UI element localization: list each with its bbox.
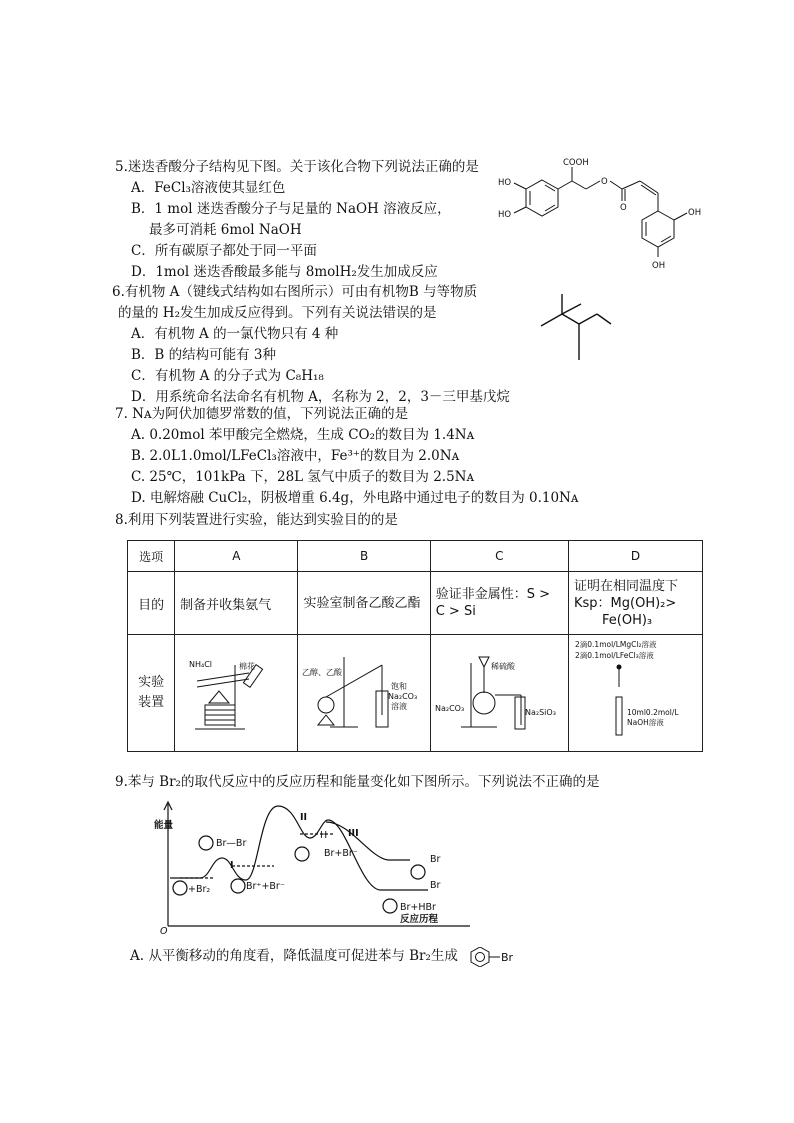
reagent-label: 乙醇、乙酸 xyxy=(302,668,343,677)
ksp-apparatus xyxy=(569,635,702,747)
h-label: H xyxy=(320,830,328,841)
bromobenzene-hbr-label: Br+HBr xyxy=(400,902,436,913)
table-header-option: 选项 xyxy=(128,541,175,572)
q6-stem-1: 6.有机物 A（键线式结构如右图所示）可由有机物B 与等物质 xyxy=(112,284,478,300)
ts-3-label: III xyxy=(348,828,359,839)
q5-option-b-cont: 最多可消耗 6mol NaOH xyxy=(149,222,302,238)
q5-option-c: C．所有碳原子都处于同一平面 xyxy=(131,243,317,259)
cotton-label: 棉花 xyxy=(239,662,256,671)
apparatus-b xyxy=(298,635,430,752)
purpose-d-line-3: Fe(OH)₃ xyxy=(602,612,653,628)
question-9 xyxy=(115,772,599,793)
q7-option-d: D. 电解熔融 CuCl₂，阴极增重 6.4g，外电路中通过电子的数目为 0.10Nᴀ xyxy=(131,490,579,506)
q9-option-a-text: A. 从平衡移动的角度看，降低温度可促进苯与 Br₂生成 xyxy=(130,948,458,964)
apparatus-c xyxy=(430,635,568,752)
bromobenzene-br-label: Br xyxy=(501,950,514,964)
ts-1-label: I xyxy=(230,860,234,871)
q7-stem: 7. Nᴀ为阿伏加德罗常数的值，下列说法正确的是 xyxy=(115,406,409,422)
solution-label: 溶液 xyxy=(391,702,408,711)
nonmetal-apparatus xyxy=(431,635,559,747)
ammonia-apparatus xyxy=(175,635,288,747)
table-header-b: B xyxy=(298,541,430,572)
question-7 xyxy=(115,404,579,509)
question-6 xyxy=(112,282,510,408)
benzene-br2-label: +Br₂ xyxy=(188,884,211,895)
q6-option-b: B．B 的结构可能有 3种 xyxy=(131,347,277,363)
organic-a-skeletal-structure xyxy=(535,292,615,372)
bromobenzene-icon xyxy=(462,947,522,967)
purpose-a: 制备并收集氨气 xyxy=(175,572,298,635)
addition-br-label-2: Br xyxy=(430,880,441,891)
q5-stem: 5.迷迭香酸分子结构见下图。关于该化合物下列说法正确的是 xyxy=(115,159,479,175)
q6-stem-2: 的量的 H₂发生加成反应得到。下列有关说法错误的是 xyxy=(118,305,437,321)
q5-option-b: B．1 mol 迷迭香酸分子与足量的 NaOH 溶液反应， xyxy=(131,201,451,217)
ester-o-label: O xyxy=(601,177,608,187)
table-header-a: A xyxy=(175,541,298,572)
reaction-axis-label: 反应历程 xyxy=(400,914,439,925)
na2co3-c-label: Na₂CO₃ xyxy=(434,704,464,713)
mgcl2-label: 2滴0.1mol/LMgCl₂溶液 xyxy=(575,640,657,649)
addition-br-label-1: Br xyxy=(430,854,441,865)
question-5 xyxy=(115,157,479,283)
purpose-b: 实验室制备乙酸乙酯 xyxy=(298,572,430,635)
table-header-c: C xyxy=(430,541,568,572)
saturated-label: 饱和 xyxy=(391,682,408,691)
q8-stem: 8.利用下列装置进行实验，能达到实验目的的是 xyxy=(115,512,398,528)
sigma-complex-label: Br+Br⁻ xyxy=(324,848,358,859)
oh-label-1: OH xyxy=(688,208,702,218)
purpose-c: 验证非金属性：S > C > Si xyxy=(430,572,568,635)
q7-option-a: A. 0.20mol 苯甲酸完全燃烧，生成 CO₂的数目为 1.4Nᴀ xyxy=(131,427,475,443)
naoh-solution-label: NaOH溶液 xyxy=(627,718,664,727)
q6-option-a: A．有机物 A 的一氯代物只有 4 种 xyxy=(131,326,339,342)
q5-option-d: D．1mol 迷迭香酸最多能与 8molH₂发生加成反应 xyxy=(131,264,438,280)
ts-2-label: II xyxy=(300,812,308,823)
question-8 xyxy=(115,510,398,531)
energy-axis-label: 能量 xyxy=(154,820,174,831)
fecl3-label: 2滴0.1mol/LFeCl₃溶液 xyxy=(575,651,654,660)
purpose-d-line-2: Ksp：Mg(OH)₂> xyxy=(574,595,677,611)
q7-option-b: B. 2.0L1.0mol/LFeCl₃溶液中，Fe³⁺的数目为 2.0Nᴀ xyxy=(131,448,460,464)
cooh-label: COOH xyxy=(563,158,589,168)
q9-stem: 9.苯与 Br₂的取代反应中的反应历程和能量变化如下图所示。下列说法不正确的是 xyxy=(115,774,600,790)
ho-label-1: HO xyxy=(498,178,512,188)
na2sio3-label: Na₂SiO₃ xyxy=(524,708,556,717)
row-apparatus-label: 实验装置 xyxy=(128,635,175,752)
origin-label: O xyxy=(160,926,168,936)
oh-label-2: OH xyxy=(652,261,666,271)
complex-label: Br—Br xyxy=(216,838,247,849)
q5-option-a: A．FeCl₃溶液使其显红色 xyxy=(131,180,286,196)
ester-apparatus xyxy=(298,635,420,747)
purpose-d xyxy=(569,572,703,635)
q9-option-a xyxy=(130,944,522,967)
q6-option-d: D．用系统命名法命名有机物 A，名称为 2，2，3－三甲基戊烷 xyxy=(131,389,510,405)
naoh-conc-label: 10ml0.2mol/L xyxy=(627,708,679,717)
table-header-d: D xyxy=(569,541,703,572)
apparatus-d xyxy=(569,635,703,752)
bromonium-label: Br⁺+Br⁻ xyxy=(246,881,285,892)
rosmarinic-acid-structure xyxy=(490,155,720,280)
row-purpose-label: 目的 xyxy=(128,572,175,635)
carbonyl-o-label: O xyxy=(620,203,627,213)
purpose-d-line-1: 证明在相同温度下 xyxy=(574,578,679,594)
q6-option-c: C．有机物 A 的分子式为 C₈H₁₈ xyxy=(131,368,324,384)
experiment-table xyxy=(127,540,703,752)
acid-label: 稀硫酸 xyxy=(490,662,515,671)
na2co3-label: Na₂CO₃ xyxy=(388,692,418,701)
q7-option-c: C. 25℃，101kPa 下，28L 氢气中质子的数目为 2.5Nᴀ xyxy=(131,469,475,485)
ho-label-2: HO xyxy=(498,210,512,220)
energy-profile-diagram xyxy=(150,798,490,936)
apparatus-a xyxy=(175,635,298,752)
nh4cl-label: NH₄Cl xyxy=(189,660,213,669)
